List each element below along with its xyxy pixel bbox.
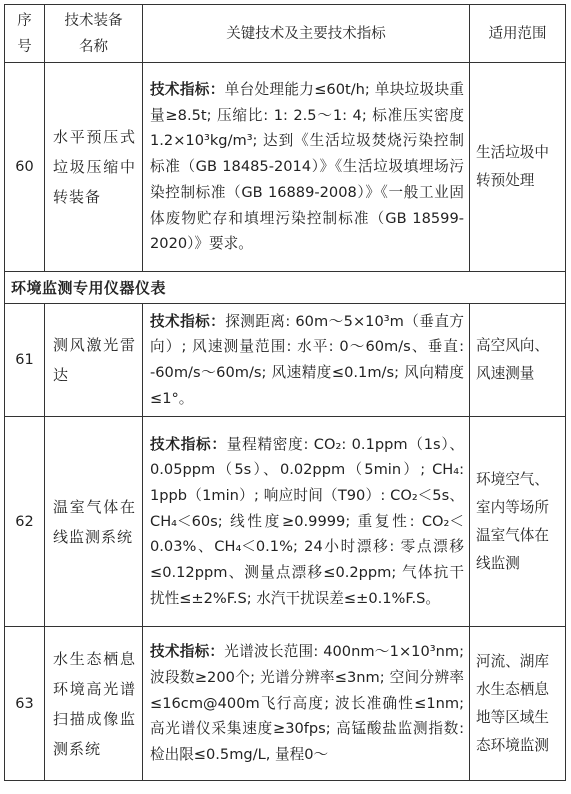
- spec-cell: [143, 627, 470, 781]
- header-name: 技术装备 名称: [45, 5, 143, 63]
- equipment-name: 水生态栖息环境高光谱扫描成像监测系统: [45, 627, 143, 781]
- spec-label: 技术指标：: [150, 435, 227, 453]
- section-row: [5, 272, 566, 304]
- spec-cell: [143, 63, 470, 272]
- scope-cell: 高空风向、风速测量: [470, 304, 566, 417]
- spec-text: 量程精密度: CO₂: 0.1ppm（1s）、0.05ppm（5s）、0.02ppm（5min）; CH₄: 1ppb（1min）; 响应时间（T90）: CO₂＜5s、CH₄＜60s; 线性度≥0.9999; 重复性: CO₂＜0.03%、CH₄＜0.1%; 24小时漂移: 零点漂移≤0.12ppm、测量点漂移≤0.2ppm; 气体抗干扰性≤±2%F.S; 水汽干扰误差≤±0.1%F.S。: [150, 435, 464, 607]
- spec-label: 技术指标：: [150, 81, 225, 99]
- header-spec: 关键技术及主要技术指标: [143, 5, 470, 63]
- table-row: [5, 63, 566, 272]
- row-number: 61: [5, 304, 45, 417]
- equipment-table: [4, 4, 566, 781]
- row-number: 60: [5, 63, 45, 272]
- table-row: [5, 627, 566, 781]
- equipment-name: 测风激光雷达: [45, 304, 143, 417]
- scope-cell: 河流、湖库水生态栖息地等区域生态环境监测: [470, 627, 566, 781]
- spec-text: 光谱波长范围: 400nm～1×10³nm; 波段数≥200个; 光谱分辨率≤3nm; 空间分辨率≤16cm@400m飞行高度; 波长准确性≤1nm; 高光谱仪采集速度≥30fps; 高锰酸盐监测指数: 检出限≤0.5mg/L, 量程0～: [150, 643, 464, 764]
- row-number: 63: [5, 627, 45, 781]
- table-row: [5, 304, 566, 417]
- row-number: 62: [5, 417, 45, 627]
- equipment-name: 水平预压式垃圾压缩中转装备: [45, 63, 143, 272]
- scope-cell: 环境空气、室内等场所温室气体在线监测: [470, 417, 566, 627]
- scope-cell: 生活垃圾中转预处理: [470, 63, 566, 272]
- spec-label: 技术指标：: [150, 643, 225, 661]
- table-row: [5, 417, 566, 627]
- header-row: [5, 5, 566, 63]
- spec-cell: [143, 417, 470, 627]
- spec-text: 单台处理能力≤60t/h; 单块垃圾块重量≥8.5t; 压缩比: 1: 2.5～1: 4; 标准压实密度1.2×10³kg/m³; 达到《生活垃圾焚烧污染控制标准（GB 18485-2014）》《生活垃圾填埋场污染控制标准（GB 16889-2008）》《一般工业固体废物贮存和填埋污染控制标准（GB 18599-2020）》要求。: [150, 81, 464, 253]
- equipment-name: 温室气体在线监测系统: [45, 417, 143, 627]
- header-scope: 适用范围: [470, 5, 566, 63]
- header-no: 序 号: [5, 5, 45, 63]
- section-title: 环境监测专用仪器仪表: [5, 272, 566, 304]
- spec-label: 技术指标：: [150, 312, 226, 330]
- spec-text: 探测距离: 60m～5×10³m（垂直方向）; 风速测量范围: 水平: 0～60m/s、垂直: -60m/s～60m/s; 风速精度≤0.1m/s; 风向精度≤1°。: [150, 312, 464, 407]
- spec-cell: [143, 304, 470, 417]
